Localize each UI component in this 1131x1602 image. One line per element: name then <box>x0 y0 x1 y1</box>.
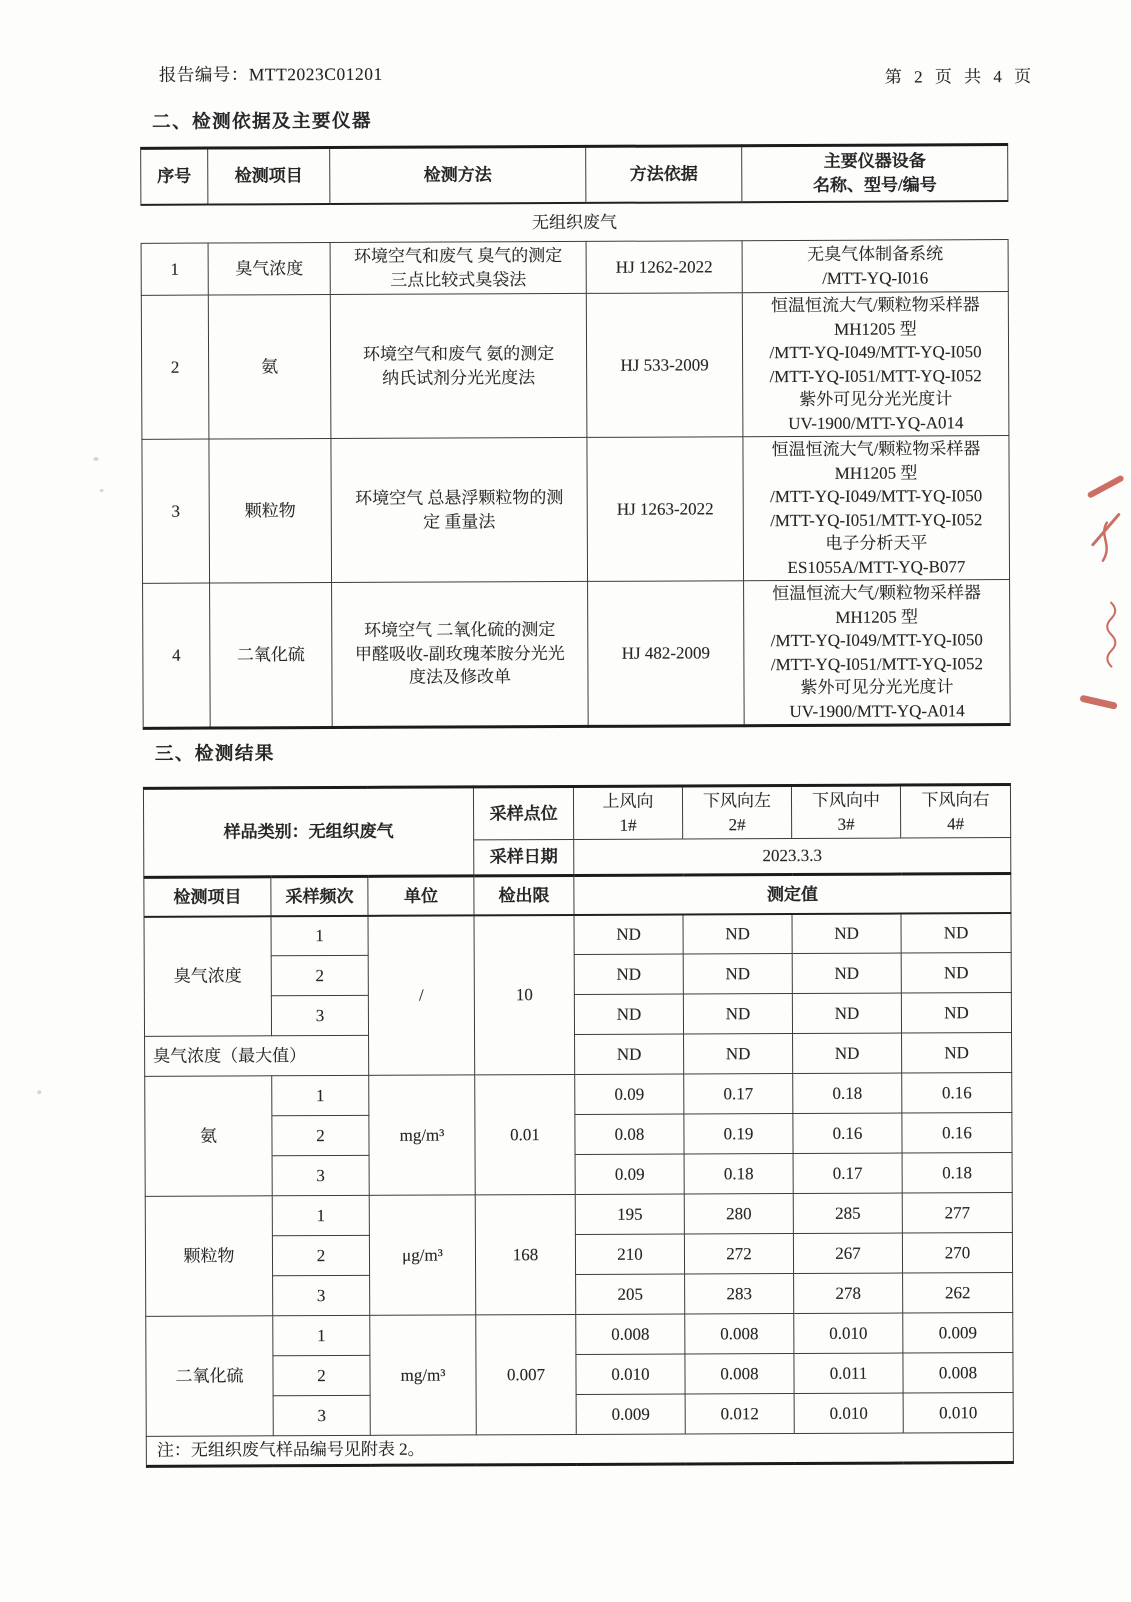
value-cell: 0.010 <box>794 1313 903 1353</box>
value-cell: 0.09 <box>575 1154 684 1194</box>
value-cell: 0.011 <box>794 1353 903 1393</box>
col-header-limit: 检出限 <box>474 875 574 914</box>
value-cell: ND <box>683 994 792 1034</box>
freq-cell: 3 <box>271 995 368 1035</box>
col-header-item: 检测项目 <box>144 877 271 917</box>
method-basis: HJ 1262-2022 <box>586 241 742 294</box>
method-basis: HJ 482-2009 <box>588 581 745 727</box>
value-cell: 262 <box>903 1273 1013 1313</box>
method: 环境空气和废气 臭气的测定 三点比较式臭袋法 <box>330 241 586 294</box>
value-cell: ND <box>792 913 901 953</box>
section-title-instruments: 二、检测依据及主要仪器 <box>151 111 373 133</box>
limit-cell: 168 <box>475 1194 576 1314</box>
value-cell: 277 <box>902 1193 1012 1233</box>
value-cell: 0.010 <box>794 1393 903 1433</box>
scan-speck <box>37 1090 41 1094</box>
report-number: 报告编号：MTT2023C01201 <box>158 63 383 85</box>
item-name: 氨 <box>145 1076 273 1197</box>
freq-cell: 3 <box>273 1395 370 1435</box>
sampling-point: 上风向 1# <box>573 786 682 839</box>
value-cell: 0.19 <box>684 1114 793 1154</box>
row-index: 4 <box>143 583 211 728</box>
item-name: 臭气浓度 <box>144 916 272 1037</box>
value-cell: ND <box>901 993 1011 1033</box>
value-cell: 0.18 <box>902 1153 1012 1193</box>
freq-cell: 1 <box>272 1195 369 1235</box>
method-basis: HJ 1263-2022 <box>587 437 744 582</box>
value-cell: 205 <box>576 1274 685 1314</box>
row-index: 2 <box>141 295 209 439</box>
value-cell: 0.008 <box>685 1314 794 1354</box>
value-cell: 0.16 <box>902 1113 1012 1153</box>
value-cell: ND <box>683 914 792 954</box>
value-cell: ND <box>901 953 1011 993</box>
col-header-frequency: 采样频次 <box>271 876 368 915</box>
unit-cell: μg/m³ <box>369 1195 476 1315</box>
sampling-point: 下风向右 4# <box>900 785 1010 838</box>
value-cell: 267 <box>793 1233 902 1273</box>
value-cell: 272 <box>684 1234 793 1274</box>
freq-cell: 3 <box>272 1155 369 1195</box>
value-cell: 0.18 <box>793 1073 902 1113</box>
red-pen-marks <box>1078 453 1130 713</box>
instrument: 恒温恒流大气/颗粒物采样器 MH1205 型 /MTT-YQ-I049/MTT-YQ-I050 /MTT-YQ-I051/MTT-YQ-I052 紫外可见分光光度计 UV-1900/MTT-YQ-A014 <box>742 292 1009 437</box>
odor-max-label: 臭气浓度（最大值） <box>145 1035 369 1076</box>
method: 环境空气 总悬浮颗粒物的测 定 重量法 <box>331 437 588 582</box>
value-cell: 0.17 <box>793 1153 902 1193</box>
value-cell: ND <box>792 993 901 1033</box>
method: 环境空气 二氧化硫的测定 甲醛吸收-副玫瑰苯胺分光光 度法及修改单 <box>332 581 589 727</box>
unit-cell: / <box>368 915 475 1075</box>
value-cell: 0.010 <box>903 1393 1013 1433</box>
col-header-unit: 单位 <box>368 876 474 915</box>
value-cell: ND <box>683 954 792 994</box>
instrument: 恒温恒流大气/颗粒物采样器 MH1205 型 /MTT-YQ-I049/MTT-YQ-I050 /MTT-YQ-I051/MTT-YQ-I052 紫外可见分光光度计 UV-1900/MTT-YQ-A014 <box>744 580 1011 726</box>
item-name: 臭气浓度 <box>208 243 330 296</box>
item-name: 颗粒物 <box>145 1196 273 1317</box>
limit-cell: 10 <box>474 914 575 1074</box>
freq-cell: 2 <box>272 1235 369 1275</box>
freq-cell: 1 <box>273 1315 370 1355</box>
sampling-point: 下风向左 2# <box>682 786 791 839</box>
col-header-basis: 方法依据 <box>586 146 742 203</box>
value-cell: 0.16 <box>793 1113 902 1153</box>
value-cell: ND <box>684 1034 793 1074</box>
value-cell: ND <box>574 994 683 1034</box>
value-cell: 0.16 <box>902 1073 1012 1113</box>
value-cell: 0.012 <box>685 1394 794 1434</box>
col-header-method: 检测方法 <box>330 146 586 203</box>
value-cell: 0.009 <box>903 1313 1013 1353</box>
value-cell: ND <box>574 954 683 994</box>
limit-cell: 0.01 <box>475 1074 576 1194</box>
unit-cell: mg/m³ <box>370 1315 477 1435</box>
value-cell: 0.17 <box>684 1074 793 1114</box>
value-cell: 210 <box>575 1234 684 1274</box>
value-cell: 0.008 <box>685 1354 794 1394</box>
table-note: 注：无组织废气样品编号见附表 2。 <box>146 1433 1013 1467</box>
freq-cell: 3 <box>273 1275 370 1315</box>
method-basis: HJ 533-2009 <box>586 293 743 438</box>
value-cell: 283 <box>685 1274 794 1314</box>
unit-cell: mg/m³ <box>369 1075 476 1195</box>
value-cell: 0.010 <box>576 1354 685 1394</box>
value-cell: 0.09 <box>575 1074 684 1114</box>
instruments-table <box>140 143 1011 730</box>
value-cell: ND <box>792 953 901 993</box>
page-indicator: 第 2 页 共 4 页 <box>884 66 1036 87</box>
sample-category: 样品类别：无组织废气 <box>143 787 473 877</box>
freq-cell: 2 <box>271 955 368 995</box>
row-index: 3 <box>142 439 210 583</box>
row-index: 1 <box>141 243 208 295</box>
freq-cell: 1 <box>272 1075 369 1115</box>
instrument: 无臭气体制备系统 /MTT-YQ-I016 <box>742 240 1008 293</box>
value-cell: 0.009 <box>576 1394 685 1434</box>
value-cell: 280 <box>684 1194 793 1234</box>
value-cell: 0.008 <box>576 1314 685 1354</box>
col-header-no: 序号 <box>141 148 208 204</box>
sampling-point: 下风向中 3# <box>791 785 900 838</box>
limit-cell: 0.007 <box>476 1314 577 1434</box>
freq-cell: 2 <box>273 1355 370 1395</box>
method: 环境空气和废气 氨的测定 纳氏试剂分光光度法 <box>330 293 587 438</box>
item-name: 颗粒物 <box>209 439 332 584</box>
value-cell: ND <box>575 1034 684 1074</box>
value-cell: 0.008 <box>903 1353 1013 1393</box>
instrument: 恒温恒流大气/颗粒物采样器 MH1205 型 /MTT-YQ-I049/MTT-YQ-I050 /MTT-YQ-I051/MTT-YQ-I052 电子分析天平 ES1055A/MTT-YQ-B077 <box>743 436 1010 581</box>
value-cell: 0.08 <box>575 1114 684 1154</box>
value-cell: ND <box>574 914 683 954</box>
sampling-date-label: 采样日期 <box>474 839 574 875</box>
sampling-point-label: 采样点位 <box>473 786 573 839</box>
value-cell: 278 <box>794 1273 903 1313</box>
value-cell: 195 <box>575 1194 684 1234</box>
results-table <box>143 783 1014 1468</box>
col-header-item: 检测项目 <box>208 148 330 205</box>
value-cell: 0.18 <box>684 1154 793 1194</box>
value-cell: ND <box>901 913 1011 953</box>
col-header-instrument: 主要仪器设备 名称、型号/编号 <box>742 145 1008 202</box>
scan-speck <box>100 489 104 492</box>
value-cell: ND <box>902 1033 1012 1073</box>
freq-cell: 1 <box>271 915 368 955</box>
sampling-date: 2023.3.3 <box>574 838 1011 876</box>
item-name: 二氧化硫 <box>210 583 333 729</box>
item-name: 氨 <box>208 295 331 440</box>
item-name: 二氧化硫 <box>146 1316 274 1437</box>
col-header-measured-value: 测定值 <box>574 874 1011 915</box>
scan-speck <box>93 457 98 461</box>
group-header-fugitive-gas: 无组织废气 <box>141 201 1008 244</box>
value-cell: 270 <box>902 1233 1012 1273</box>
value-cell: 285 <box>793 1193 902 1233</box>
freq-cell: 2 <box>272 1115 369 1155</box>
value-cell: ND <box>793 1033 902 1073</box>
section-title-results: 三、检测结果 <box>154 744 275 765</box>
